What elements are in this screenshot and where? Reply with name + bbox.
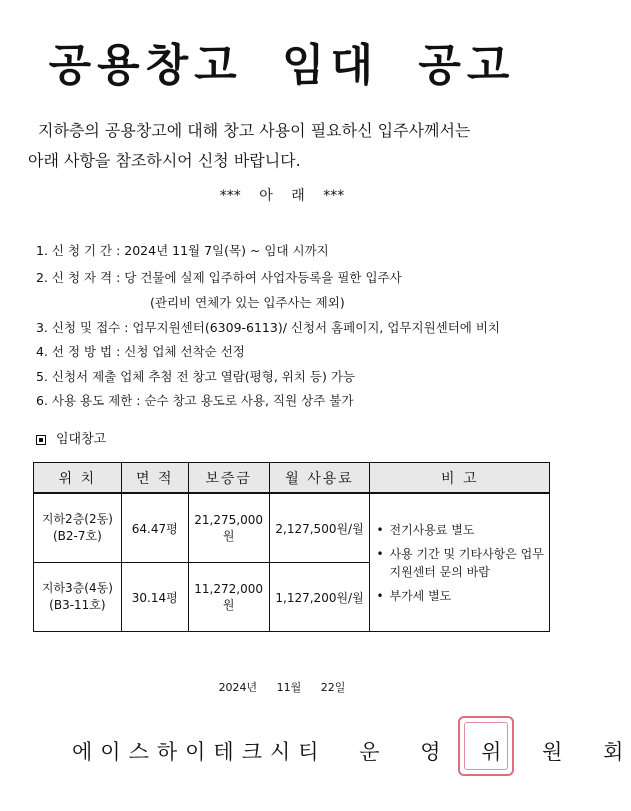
page-title: 공용창고 임대 공고 bbox=[48, 40, 516, 91]
cell-area: 30.14평 bbox=[121, 563, 188, 632]
item-viewing: 5. 신청서 제출 업체 추첨 전 창고 열람(평형, 위치 등) 가능 bbox=[36, 369, 355, 384]
square-bullet-icon bbox=[36, 435, 46, 445]
cell-monthly: 2,127,500원/월 bbox=[269, 493, 370, 563]
notice-date: 2024년 11월 22일 bbox=[218, 681, 346, 694]
note-item: • 부가세 별도 bbox=[376, 587, 548, 605]
location-unit: (B2-7호) bbox=[52, 529, 102, 544]
location-unit: (B3-11호) bbox=[49, 598, 106, 613]
note-item: • 전기사용료 별도 bbox=[376, 521, 548, 539]
intro-text bbox=[28, 116, 548, 176]
rental-table bbox=[33, 462, 550, 632]
item-selection: 4. 선 정 방 법 : 신청 업체 선착순 선정 bbox=[36, 344, 245, 359]
location-floor: 지하3층(4동) bbox=[41, 581, 113, 596]
header-location: 위 치 bbox=[34, 463, 122, 494]
item-eligibility-note: (관리비 연체가 있는 입주사는 제외) bbox=[150, 295, 345, 310]
seal-inner-border bbox=[464, 722, 508, 770]
item-period: 1. 신 청 기 간 : 2024년 11월 7일(목) ~ 임대 시까지 bbox=[36, 243, 329, 258]
cell-monthly: 1,127,200원/월 bbox=[269, 563, 370, 632]
intro-line-1: 지하층의 공용창고에 대해 창고 사용이 필요하신 입주사께서는 bbox=[38, 121, 471, 140]
item-application: 3. 신청 및 접수 : 업무지원센터(6309-6113)/ 신청서 홈페이지, 업무지원센터에 비치 bbox=[36, 320, 500, 335]
cell-location bbox=[34, 563, 122, 632]
section-title: 임대창고 bbox=[56, 432, 107, 447]
note-item: • 사용 기간 및 기타사항은 업무지원센터 문의 바람 bbox=[376, 545, 548, 581]
cell-deposit: 11,272,000원 bbox=[188, 563, 269, 632]
section-heading bbox=[36, 431, 106, 449]
official-seal-stamp bbox=[458, 716, 514, 776]
header-monthly: 월 사용료 bbox=[269, 463, 370, 494]
header-deposit: 보증금 bbox=[188, 463, 269, 494]
intro-line-2: 아래 사항을 참조하시어 신청 바랍니다. bbox=[28, 151, 301, 170]
table-header-row bbox=[34, 463, 550, 494]
cell-deposit: 21,275,000원 bbox=[188, 493, 269, 563]
table-row bbox=[34, 493, 550, 563]
cell-location bbox=[34, 493, 122, 563]
location-floor: 지하2층(2동) bbox=[41, 512, 113, 527]
header-area: 면 적 bbox=[121, 463, 188, 494]
item-eligibility: 2. 신 청 자 격 : 당 건물에 실제 입주하여 사업자등록을 필한 입주사 bbox=[36, 270, 402, 285]
arae-heading: *** 아 래 *** bbox=[219, 188, 345, 204]
organization-name: 에이스하이테크시티 운 영 위 원 회 bbox=[72, 740, 631, 764]
item-usage: 6. 사용 용도 제한 : 순수 창고 용도로 사용, 직원 상주 불가 bbox=[36, 393, 354, 408]
cell-notes bbox=[370, 493, 550, 632]
header-notes: 비 고 bbox=[370, 463, 550, 494]
cell-area: 64.47평 bbox=[121, 493, 188, 563]
